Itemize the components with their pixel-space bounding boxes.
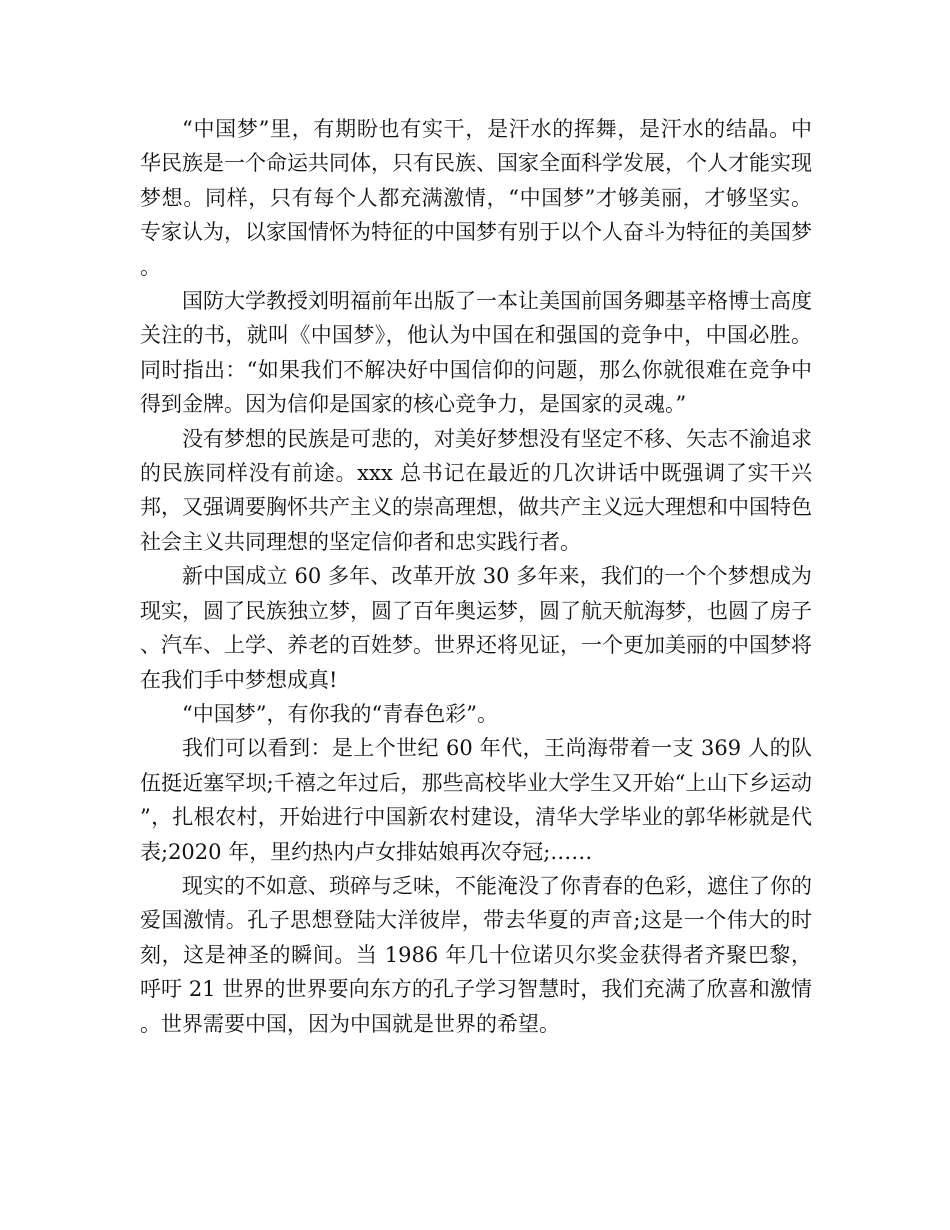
paragraph-4: 新中国成立 60 多年、改革开放 30 多年来，我们的一个个梦想成为现实，圆了民族独立梦，圆了百年奥运梦，圆了航天航海梦，也圆了房子、汽车、上学、养老的百姓梦。世界还将见证，一个更加美丽的中国梦将在我们手中梦想成真! [140, 564, 812, 692]
paragraph-2: 国防大学教授刘明福前年出版了一本让美国前国务卿基辛格博士高度关注的书，就叫《中国梦》，他认为中国在和强国的竞争中，中国必胜。同时指出：“如果我们不解决好中国信仰的问题，那么你就很难在竞争中得到金牌。因为信仰是国家的核心竞争力，是国家的灵魂。” [140, 289, 812, 417]
paragraph-6: 我们可以看到：是上个世纪 60 年代，王尚海带着一支 369 人的队伍挺近塞罕坝;千禧之年过后，那些高校毕业大学生又开始“上山下乡运动”，扎根农村，开始进行中国新农村建设，清华大学毕业的郭华彬就是代表;2020 年，里约热内卢女排姑娘再次夺冠;…… [140, 736, 812, 864]
paragraph-5: “中国梦”，有你我的“青春色彩”。 [182, 701, 498, 726]
paragraph-3: 没有梦想的民族是可悲的，对美好梦想没有坚定不移、矢志不渝追求的民族同样没有前途。xxx 总书记在最近的几次讲话中既强调了实干兴邦，又强调要胸怀共产主义的崇高理想，做共产主义远大理想和中国特色社会主义共同理想的坚定信仰者和忠实践行者。 [140, 426, 812, 554]
paragraph-7: 现实的不如意、琐碎与乏味，不能淹没了你青春的色彩，遮住了你的爱国激情。孔子思想登陆大洋彼岸，带去华夏的声音;这是一个伟大的时刻，这是神圣的瞬间。当 1986 年几十位诺贝尔奖金获得者齐聚巴黎，呼吁 21 世界的世界要向东方的孔子学习智慧时，我们充满了欣喜和激情。世界需要中国，因为中国就是世界的希望。 [140, 873, 812, 1036]
document-page [140, 112, 812, 1041]
paragraph-1: “中国梦”里，有期盼也有实干，是汗水的挥舞，是汗水的结晶。中华民族是一个命运共同体，只有民族、国家全面科学发展，个人才能实现梦想。同样，只有每个人都充满激情，“中国梦”才够美丽，才够坚实。专家认为，以家国情怀为特征的中国梦有别于以个人奋斗为特征的美国梦。 [140, 117, 812, 279]
